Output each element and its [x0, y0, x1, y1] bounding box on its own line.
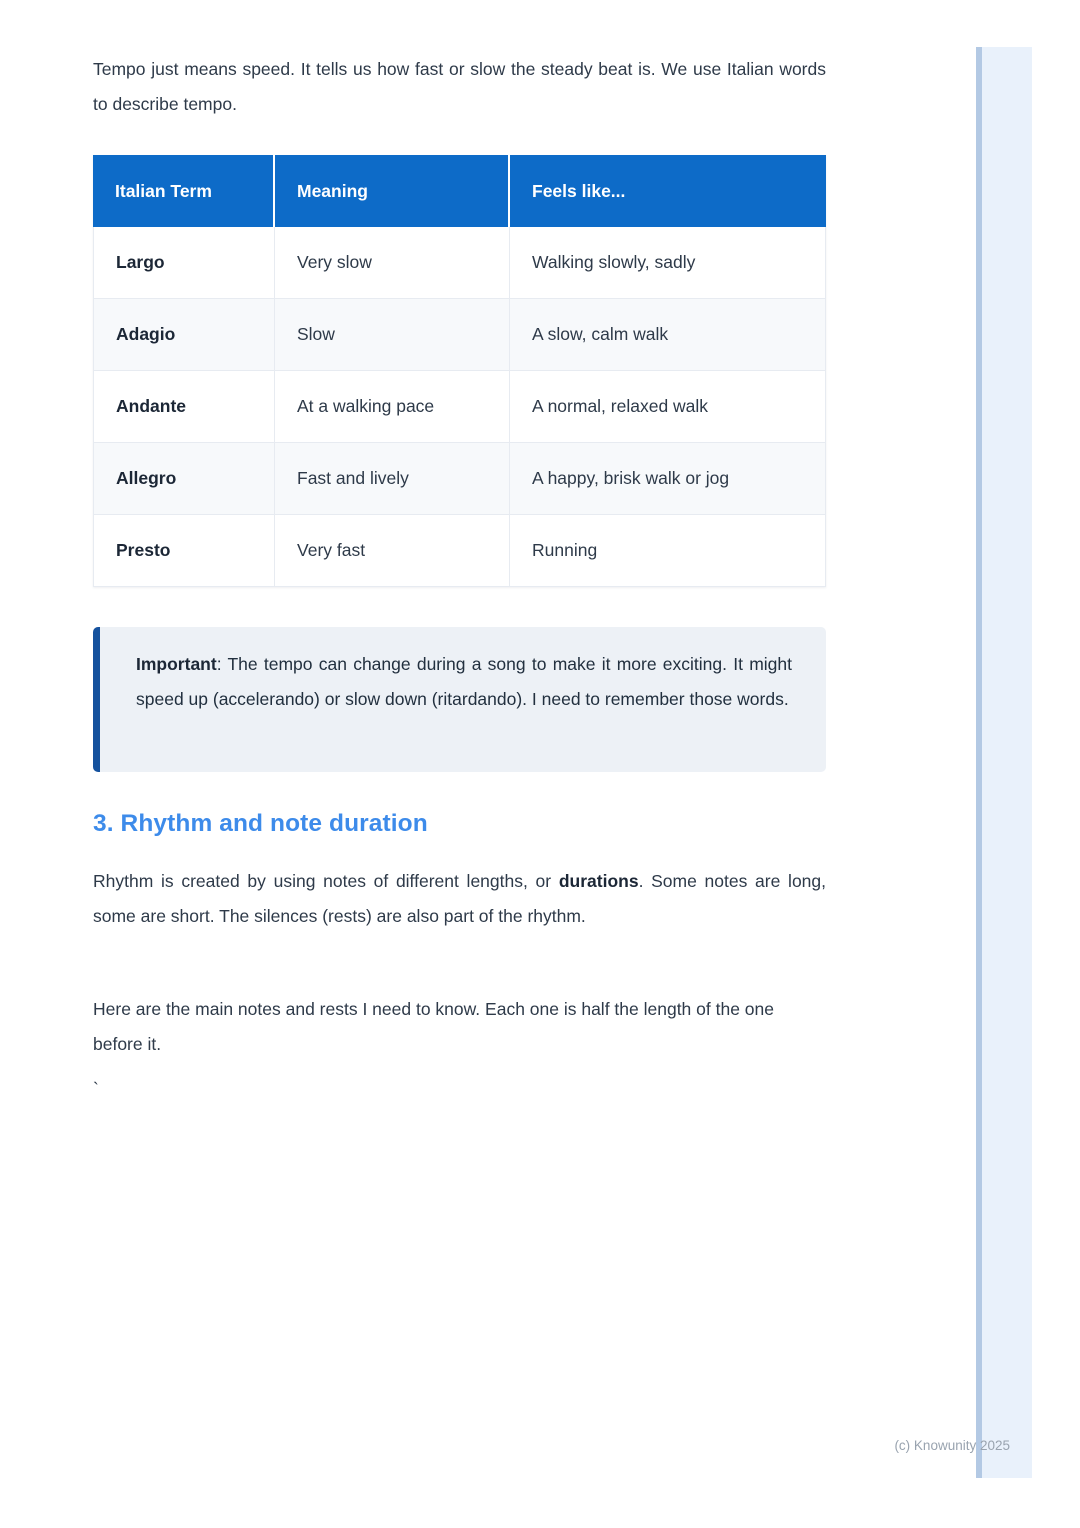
durations-bold: durations [558, 871, 639, 891]
feels-cell: A normal, relaxed walk [510, 371, 826, 443]
meaning-cell: Fast and lively [275, 443, 510, 515]
important-callout-text [136, 647, 792, 717]
meaning-cell: Slow [275, 299, 510, 371]
feels-cell: A happy, brisk walk or jog [510, 443, 826, 515]
table-row [93, 371, 826, 443]
important-body: : The tempo can change during a song to make it more exciting. It might speed up (accelerando) or slow down (ritardando). I need to remember those words. [136, 654, 792, 709]
rhythm-paragraph-1-suffix: . Some notes are long, some are short. The silences (rests) are also part of the rhythm. [93, 871, 827, 926]
stray-backtick: ` [93, 1079, 99, 1099]
meaning-cell: At a walking pace [275, 371, 510, 443]
page-edge-strip-line [976, 47, 982, 1478]
term-cell: Allegro [93, 443, 275, 515]
intro-paragraph: Tempo just means speed. It tells us how fast or slow the steady beat is. We use Italian words to describe tempo. [93, 59, 826, 114]
header-italian-term: Italian Term [93, 155, 275, 227]
feels-cell: Walking slowly, sadly [510, 227, 826, 299]
meaning-cell: Very fast [275, 515, 510, 587]
page-edge-strip [976, 47, 1032, 1478]
table-row [93, 299, 826, 371]
table-header-row [93, 155, 826, 227]
rhythm-paragraph-1 [93, 864, 826, 934]
header-meaning: Meaning [275, 155, 510, 227]
rhythm-paragraph-1-prefix: Rhythm is created by using notes of different lengths, or [93, 871, 559, 891]
rhythm-paragraph-2: Here are the main notes and rests I need to know. Each one is half the length of the one before it. [93, 999, 774, 1054]
important-label: Important [136, 654, 217, 674]
header-feels-like: Feels like... [510, 155, 826, 227]
term-cell: Adagio [93, 299, 275, 371]
table-row [93, 227, 826, 299]
meaning-cell: Very slow [275, 227, 510, 299]
feels-cell: A slow, calm walk [510, 299, 826, 371]
tempo-table [93, 155, 826, 587]
term-cell: Largo [93, 227, 275, 299]
feels-cell: Running [510, 515, 826, 587]
important-callout [93, 627, 826, 772]
term-cell: Andante [93, 371, 275, 443]
table-row [93, 443, 826, 515]
table-row [93, 515, 826, 587]
section-heading-rhythm: 3. Rhythm and note duration [93, 810, 428, 837]
footer-credit: (c) Knowunity 2025 [894, 1438, 1010, 1453]
term-cell: Presto [93, 515, 275, 587]
